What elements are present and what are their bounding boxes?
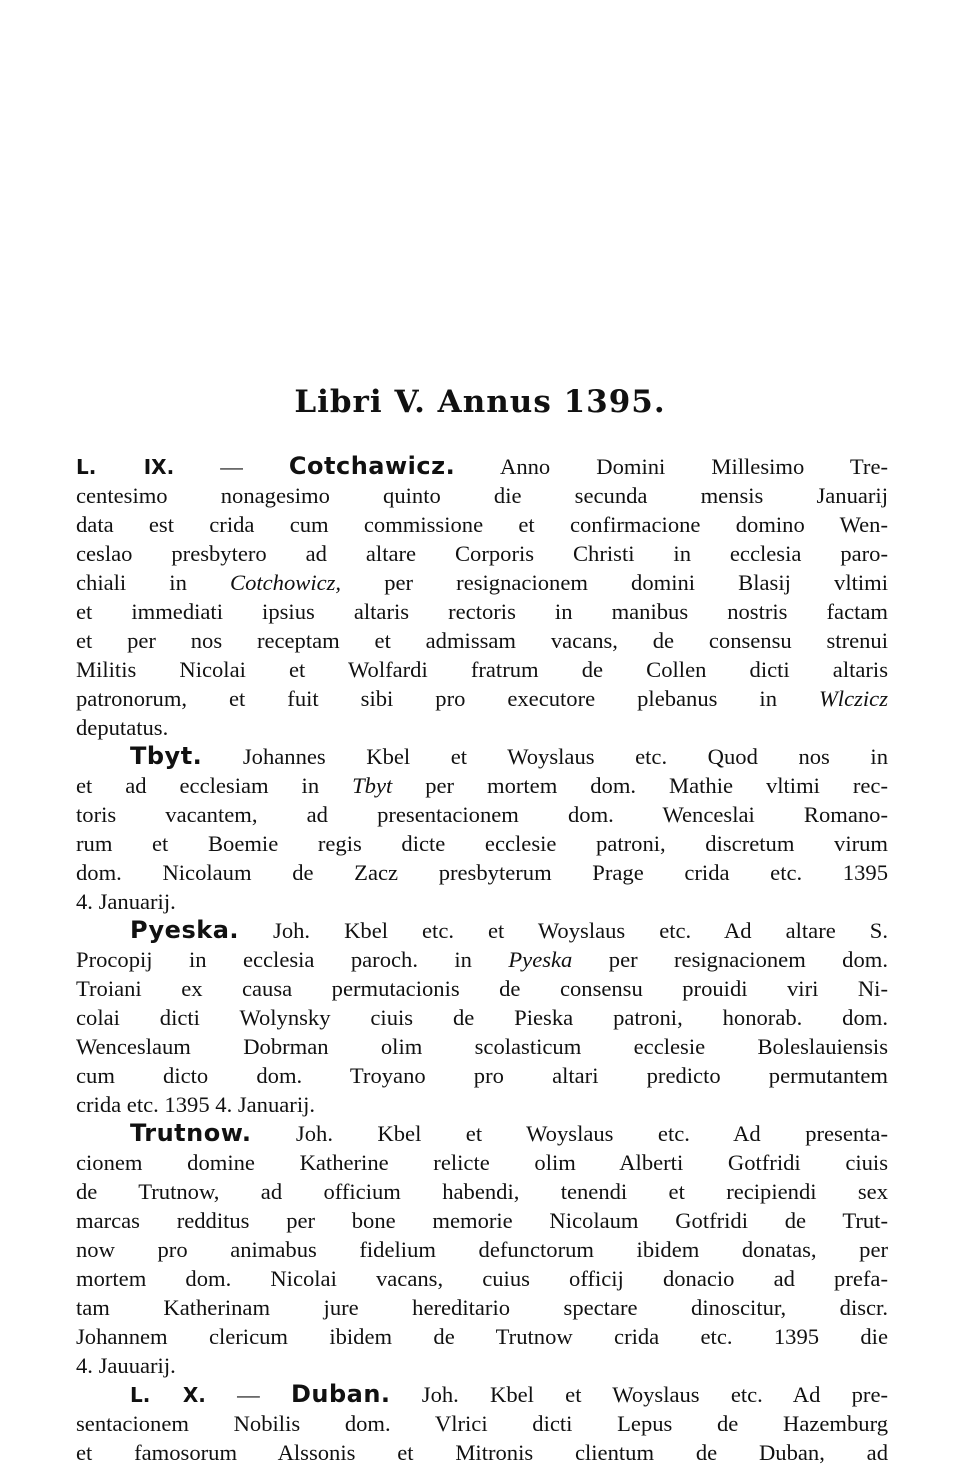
text-segment: et immediati ipsius altaris rectoris in manibus nostris factam	[76, 599, 888, 624]
text-line	[76, 684, 888, 713]
text-segment: Joh. Kbel et Woyslaus etc. Ad pre-	[390, 1382, 888, 1407]
italic-name: Pyeska	[508, 947, 573, 972]
text-segment: data est crida cum commissione et confirmacione domino Wen-	[76, 512, 888, 537]
text-segment: —	[205, 1382, 291, 1407]
text-line	[76, 1206, 888, 1235]
text-line	[76, 452, 888, 481]
text-segment: ceslao presbytero ad altare Corporis Christi in ecclesia paro-	[76, 541, 888, 566]
italic-name: Wlczicz	[818, 686, 888, 711]
text-line	[76, 742, 888, 771]
text-segment: tam Katherinam jure hereditario spectare dinoscitur, discr.	[76, 1295, 888, 1320]
entry-number: L. IX.	[76, 455, 175, 479]
text-segment: 4. Januarij.	[76, 889, 176, 914]
text-segment: Johannem clericum ibidem de Trutnow crida etc. 1395 die	[76, 1324, 888, 1349]
text-line	[76, 800, 888, 829]
text-segment: per mortem dom. Mathie vltimi rec-	[392, 773, 888, 798]
text-segment: —	[174, 454, 289, 479]
text-line	[76, 568, 888, 597]
text-line	[76, 1177, 888, 1206]
text-line	[76, 597, 888, 626]
text-segment: Joh. Kbel etc. et Woyslaus etc. Ad altare S.	[239, 918, 888, 943]
text-segment: rum et Boemie regis dicte ecclesie patroni, discretum virum	[76, 831, 888, 856]
document-body	[76, 452, 888, 1467]
text-segment: patronorum, et fuit sibi pro executore plebanus in	[76, 686, 819, 711]
text-segment: cum dicto dom. Troyano pro altari predicto permutantem	[76, 1063, 888, 1088]
text-segment: dom. Nicolaum de Zacz presbyterum Prage crida etc. 1395	[76, 860, 888, 885]
text-segment: Wenceslaum Dobrman olim scolasticum ecclesie Boleslauiensis	[76, 1034, 888, 1059]
text-segment: et ad ecclesiam in	[76, 773, 353, 798]
text-line	[76, 713, 888, 742]
text-segment: centesimo nonagesimo quinto die secunda mensis Januarij	[76, 483, 888, 508]
page-heading: Libri V. Annus 1395.	[294, 384, 666, 420]
text-line	[76, 1119, 888, 1148]
text-segment: per resignacionem dom.	[572, 947, 889, 972]
text-line	[76, 1293, 888, 1322]
text-segment: Procopij in ecclesia paroch. in	[76, 947, 509, 972]
text-line	[76, 1438, 888, 1467]
text-line	[76, 887, 888, 916]
text-line	[76, 1351, 888, 1380]
text-segment: 4. Jauuarij.	[76, 1353, 176, 1378]
place-name: Tbyt.	[130, 742, 203, 770]
text-line	[76, 1061, 888, 1090]
italic-name: Tbyt	[352, 773, 393, 798]
text-segment: per resignacionem domini Blasij vltimi	[341, 570, 888, 595]
text-segment: Troiani ex causa permutacionis de consensu prouidi viri Ni-	[76, 976, 888, 1001]
text-line	[76, 539, 888, 568]
text-segment: Militis Nicolai et Wolfardi fratrum de Collen dicti altaris	[76, 657, 888, 682]
text-segment: et famosorum Alssonis et Mitronis clientum de Duban, ad	[76, 1440, 888, 1465]
text-line	[76, 510, 888, 539]
text-line	[76, 829, 888, 858]
text-line	[76, 626, 888, 655]
text-segment: de Trutnow, ad officium habendi, tenendi et recipiendi sex	[76, 1179, 888, 1204]
text-segment: colai dicti Wolynsky ciuis de Pieska patroni, honorab. dom.	[76, 1005, 888, 1030]
text-line	[76, 655, 888, 684]
text-segment: Anno Domini Millesimo Tre-	[455, 454, 889, 479]
text-line	[76, 1409, 888, 1438]
text-line	[76, 1322, 888, 1351]
text-segment: Joh. Kbel et Woyslaus etc. Ad presenta-	[251, 1121, 888, 1146]
text-segment: mortem dom. Nicolai vacans, cuius officij donacio ad prefa-	[76, 1266, 888, 1291]
place-name: Duban.	[290, 1380, 391, 1408]
text-segment: now pro animabus fidelium defunctorum ibidem donatas, per	[76, 1237, 888, 1262]
place-name: Cotchawicz.	[288, 452, 456, 480]
text-segment: sentacionem Nobilis dom. Vlrici dicti Lepus de Hazemburg	[76, 1411, 888, 1436]
entry-number: L. X.	[130, 1383, 206, 1407]
text-line	[76, 945, 888, 974]
text-line	[76, 481, 888, 510]
text-line	[76, 1380, 888, 1409]
text-segment: marcas redditus per bone memorie Nicolaum Gotfridi de Trut-	[76, 1208, 888, 1233]
text-segment: deputatus.	[76, 715, 169, 740]
text-segment: crida etc. 1395 4. Januarij.	[76, 1092, 316, 1117]
place-name: Trutnow.	[130, 1119, 252, 1147]
text-line	[76, 1235, 888, 1264]
text-segment: et per nos receptam et admissam vacans, de consensu strenui	[76, 628, 888, 653]
text-line	[76, 858, 888, 887]
text-line	[76, 974, 888, 1003]
text-line	[76, 1264, 888, 1293]
text-line	[76, 1148, 888, 1177]
place-name: Pyeska.	[130, 916, 240, 944]
text-segment: chiali in	[76, 570, 230, 595]
text-line	[76, 1003, 888, 1032]
text-segment: toris vacantem, ad presentacionem dom. Wenceslai Romano-	[76, 802, 888, 827]
text-line	[76, 1032, 888, 1061]
text-line	[76, 1090, 888, 1119]
text-segment: Johannes Kbel et Woyslaus etc. Quod nos in	[202, 744, 888, 769]
italic-name: Cotchowicz,	[230, 570, 342, 595]
text-line	[76, 916, 888, 945]
text-line	[76, 771, 888, 800]
text-segment: cionem domine Katherine relicte olim Alberti Gotfridi ciuis	[76, 1150, 888, 1175]
